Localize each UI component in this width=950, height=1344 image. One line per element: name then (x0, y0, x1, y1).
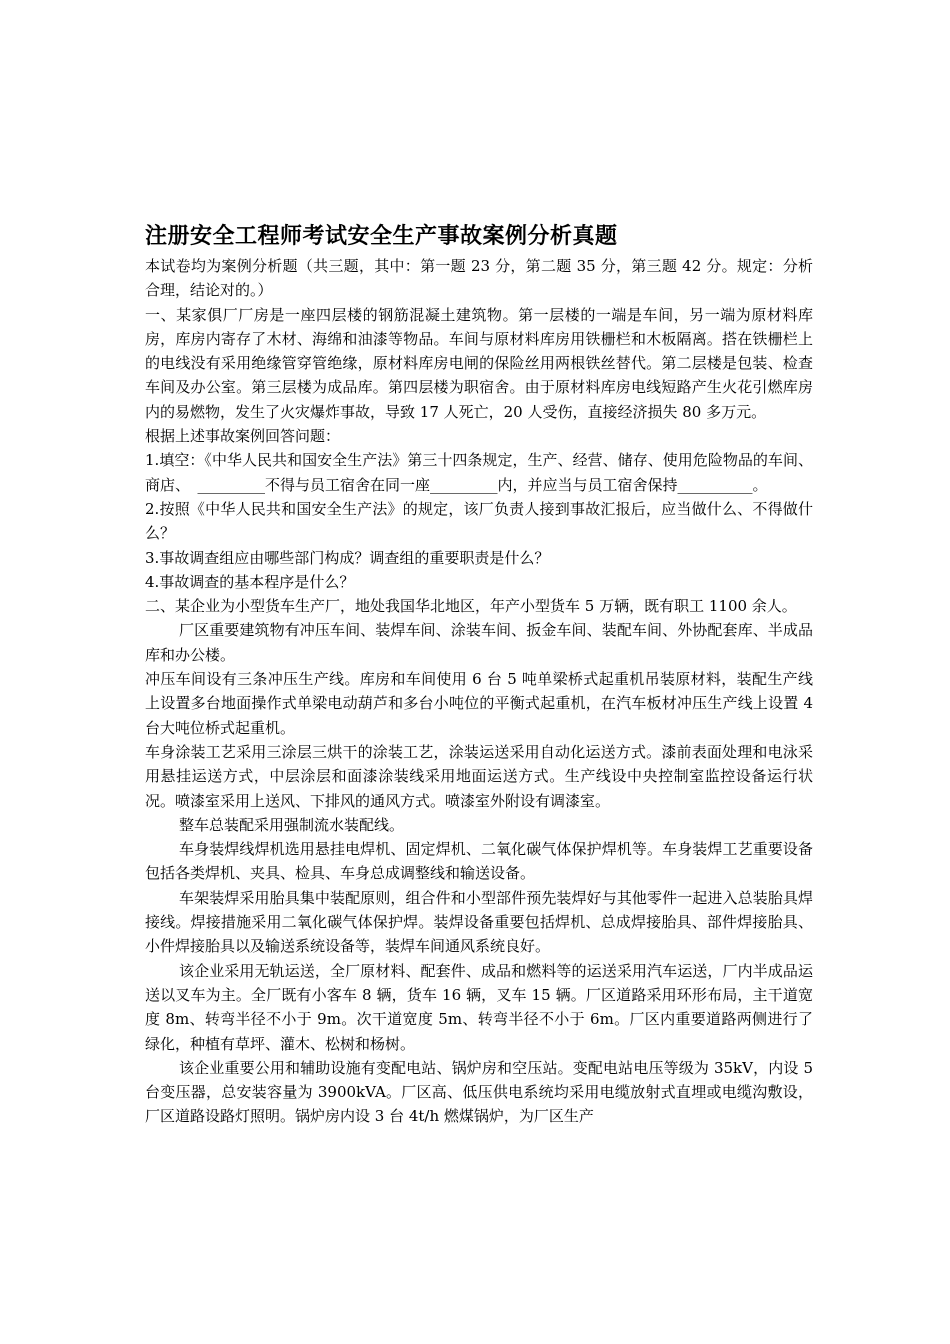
paragraph: 1.填空：《中华人民共和国安全生产法》第三十四条规定，生产、经营、储存、使用危险物品的车间、商店、 _________不得与员工宿舍在同一座_________内，并应当与员工宿舍保持__________。 (145, 451, 813, 494)
document-body (145, 254, 813, 1129)
paragraph: 车架装焊采用胎具集中装配原则，组合件和小型部件预先装焊好与其他零件一起进入总装胎具焊接线。焊接措施采用二氧化碳气体保护焊。装焊设备重要包括焊机、总成焊接胎具、部件焊接胎具、小件焊接胎具以及输送系统设备等，装焊车间通风系统良好。 (145, 888, 813, 956)
paragraph: 根据上述事故案例回答问题： (145, 427, 341, 446)
document-page (145, 222, 813, 1129)
paragraph: 4.事故调查的基本程序是什么？ (145, 572, 355, 591)
paragraph: 整车总装配采用强制流水装配线。 (179, 815, 405, 834)
paragraph: 冲压车间设有三条冲压生产线。库房和车间使用 6 台 5 吨单梁桥式起重机吊装原材料，装配生产线上设置多台地面操作式单梁电动葫芦和多台小吨位的平衡式起重机，在汽车板材冲压生产线上设置 4 台大吨位桥式起重机。 (145, 670, 813, 737)
paragraph: 3.事故调查组应由哪些部门构成？调查组的重要职责是什么？ (145, 548, 550, 567)
paragraph: 一、某家俱厂厂房是一座四层楼的钢筋混凝土建筑物。第一层楼的一端是车间，另一端为原材料库房，库房内寄存了木材、海绵和油漆等物品。车间与原材料库房用铁栅栏和木板隔离。搭在铁栅栏上的电线没有采用绝缘管穿管绝缘，原材料库房电闸的保险丝用两根铁丝替代。第二层楼是包装、检查车间及办公室。第三层楼为成品库。第四层楼为职宿舍。由于原材料库房电线短路产生火花引燃库房内的易燃物，发生了火灾爆炸事故，导致 17 人死亡，20 人受伤，直接经济损失 80 多万元。 (145, 305, 813, 421)
paragraph: 该企业采用无轨运送，全厂原材料、配套件、成品和燃料等的运送采用汽车运送，厂内半成品运送以叉车为主。全厂既有小客车 8 辆，货车 16 辆，叉车 15 辆。厂区道路采用环形布局，主干道宽度 8m、转弯半径不小于 9m。次干道宽度 5m、转弯半径不小于 6m。厂区内重要道路两侧进行了绿化，种植有草坪、灌木、松树和杨树。 (145, 961, 813, 1053)
paragraph: 车身涂装工艺采用三涂层三烘干的涂装工艺，涂装运送采用自动化运送方式。漆前表面处理和电泳采用悬挂运送方式，中层涂层和面漆涂装线采用地面运送方式。生产线设中央控制室监控设备运行状况。喷漆室采用上送风、下排风的通风方式。喷漆室外附设有调漆室。 (145, 742, 813, 810)
paragraph: 二、某企业为小型货车生产厂，地处我国华北地区，年产小型货车 5 万辆，既有职工 1100 余人。 (145, 597, 797, 616)
paragraph: 车身装焊线焊机选用悬挂电焊机、固定焊机、二氧化碳气体保护焊机等。车身装焊工艺重要设备包括各类焊机、夹具、检具、车身总成调整线和输送设备。 (145, 840, 813, 883)
paragraph: 该企业重要公用和辅助设施有变配电站、锅炉房和空压站。变配电站电压等级为 35kV，内设 5 台变压器，总安装容量为 3900kVA。厂区高、低压供电系统均采用电缆放射式直埋或电缆沟敷设，厂区道路设路灯照明。锅炉房内设 3 台 4t/h 燃煤锅炉，为厂区生产 (145, 1058, 813, 1126)
document-title: 注册安全工程师考试安全生产事故案例分析真题 (145, 224, 618, 249)
paragraph: 2.按照《中华人民共和国安全生产法》的规定，该厂负责人接到事故汇报后，应当做什么、不得做什么？ (145, 499, 813, 543)
paragraph: 本试卷均为案例分析题（共三题，其中：第一题 23 分，第二题 35 分，第三题 42 分。规定：分析合理，结论对的。） (145, 257, 813, 300)
paragraph: 厂区重要建筑物有冲压车间、装焊车间、涂装车间、扳金车间、装配车间、外协配套库、半成品库和办公楼。 (145, 621, 813, 664)
